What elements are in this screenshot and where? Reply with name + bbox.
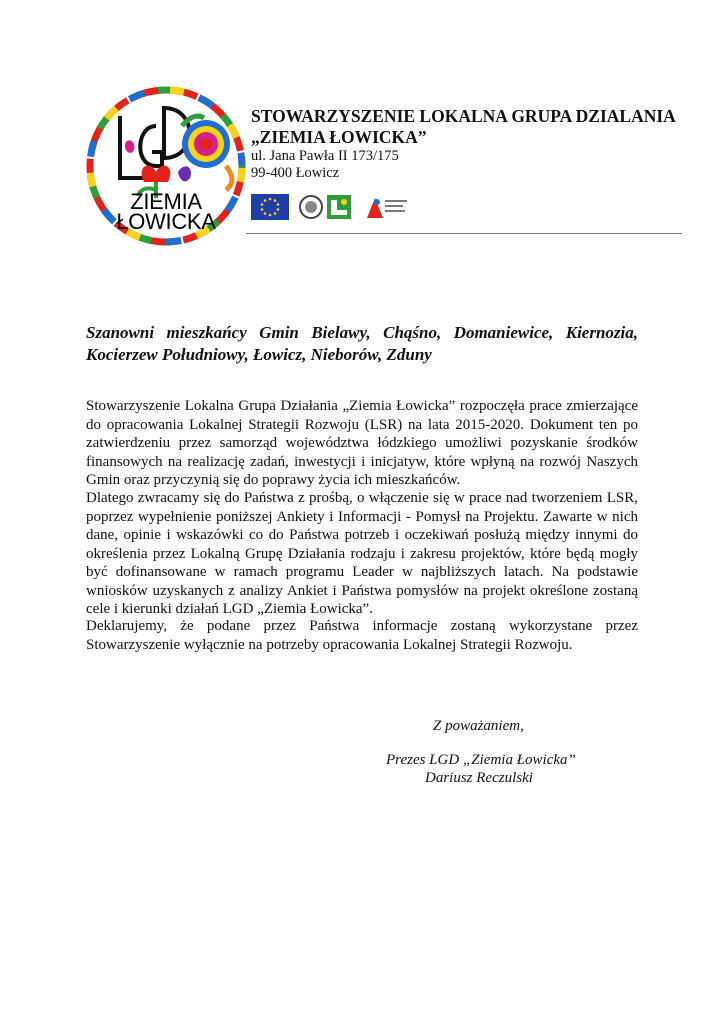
closing-salutation: Z poważaniem,: [433, 718, 524, 734]
address-postal-city: 99-400 Łowicz: [251, 165, 340, 181]
coat-of-arms-icon: [300, 196, 322, 218]
paragraph-intro: Stowarzyszenie Lokalna Grupa Działania „Ziemia Łowicka” rozpoczęła prace zmierzające do opracowania Lokalnej Strategii Rozwoju (LSR) na lata 2015-2020. Dokument ten po zatwierdzeniu przez samorząd województwa łódzkiego umożliwi pozyskanie środków finansowych na realizację zadań, inwestycji i inicjatyw, które wpłyną na rozwój Naszych Gmin oraz przyczynią się do poprawy życia ich mieszkańców.: [86, 398, 638, 488]
signatory-name: Dariusz Reczulski: [425, 770, 533, 786]
leader-icon: [327, 195, 351, 219]
greeting-heading: Szanowni mieszkańcy Gmin Bielawy, Chąśno, Domaniewice, Kiernozia, Kocierzew Południowy, Łowicz, Nieborów, Zduny: [86, 323, 638, 364]
logo-wordmark: [96, 189, 236, 234]
paragraph-declaration: Deklarujemy, że podane przez Państwa informacje zostaną wykorzystane przez Stowarzyszenie wyłącznie na potrzeby opracowania Lokalnej Strategii Rozwoju.: [86, 618, 638, 653]
header-divider: [246, 233, 682, 234]
logo-text-line2: ŁOWICKA: [116, 209, 216, 234]
organization-name-line1: STOWARZYSZENIE LOKALNA GRUPA DZIALANIA: [251, 106, 676, 126]
eu-flag-icon: [251, 194, 289, 220]
signatory-title: Prezes LGD „Ziemia Łowicka”: [386, 752, 576, 768]
logo-text-line1: ZIEMIA: [130, 189, 202, 214]
paragraph-request: Dlatego zwracamy się do Państwa z prośbą, o włączenie się w prace nad tworzeniem LSR, poprzez wypełnienie poniższej Ankiety i Informacji - Pomysł na Projektu. Zawarte w nich dane, opinie i wskazówki co do Państwa potrzeb i oczekiwań posłużą między innymi do określenia przez Lokalną Grupę Działania rodzaju i zakresu projektów, które będą mogły być dofinansowane w ramach programu Leader w najbliższych latach. Na podstawie wniosków uzyskanych z analizy Ankiet i Państwa pomysłów na projekt określone zostaną cele i kierunki działań LGD „Ziemia Łowicka”.: [86, 490, 638, 617]
organization-name-line2: „ZIEMIA ŁOWICKA”: [251, 127, 427, 147]
rural-development-icon: [367, 198, 407, 218]
address-street: ul. Jana Pawła II 173/175: [251, 148, 399, 164]
partner-logos: [251, 194, 551, 220]
